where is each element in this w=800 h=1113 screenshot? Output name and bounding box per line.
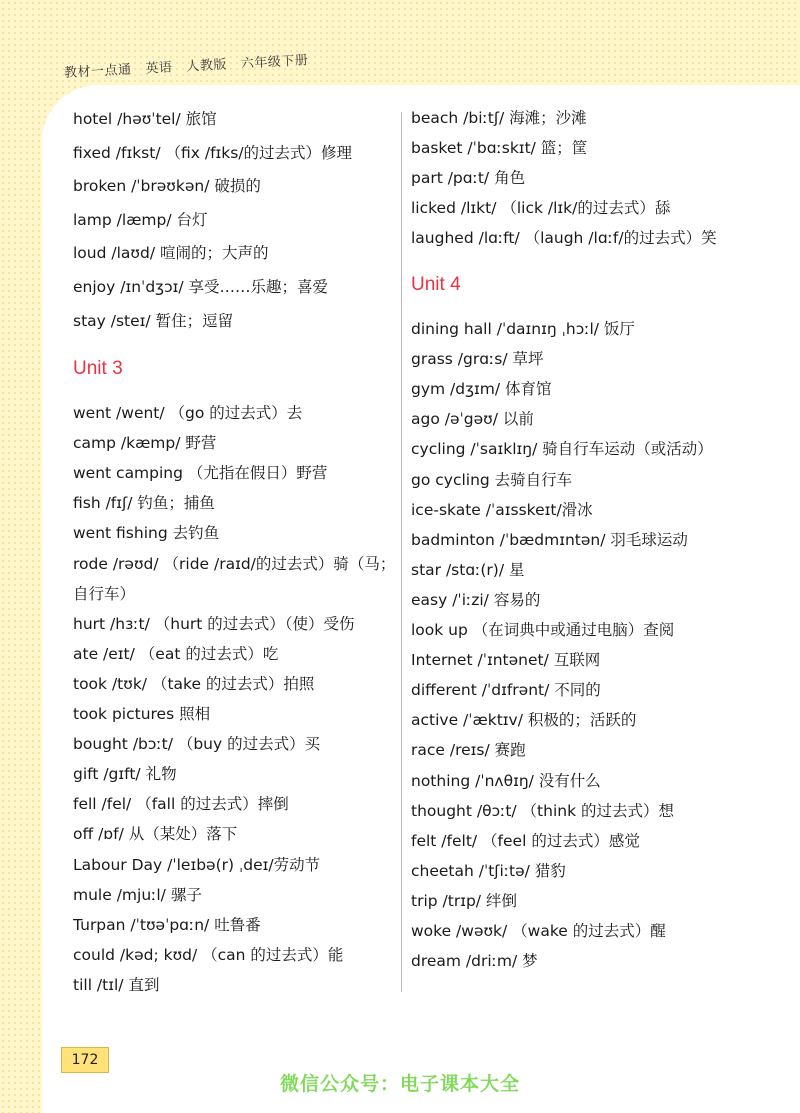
vocab-entry: off /ɒf/ 从（某处）落下 [73,825,238,844]
vocab-entry: fixed /fɪkst/ （fix /fɪks/的过去式）修理 [73,143,353,162]
header-subject: 英语 [145,60,173,77]
vocab-entry: ate /eɪt/ （eat 的过去式）吃 [73,644,279,663]
vocab-entry: went fishing 去钓鱼 [73,524,220,543]
page-number: 172 [61,1047,109,1073]
vocab-entry: race /reɪs/ 赛跑 [411,741,526,760]
vocab-entry: could /kəd; kʊd/ （can 的过去式）能 [73,945,344,964]
vocab-entry: broken /ˈbrəʊkən/ 破损的 [73,177,261,196]
unit-heading: Unit 4 [411,274,461,295]
vocab-entry: loud /laʊd/ 喧闹的；大声的 [73,244,269,263]
vocab-entry: basket /ˈbɑːskɪt/ 篮；筐 [411,139,588,158]
vocab-entry: camp /kæmp/ 野营 [73,434,217,453]
vocab-entry: enjoy /ɪnˈdʒɔɪ/ 享受……乐趣；喜爱 [73,278,329,296]
header-edition: 人教版 [186,57,228,75]
unit-heading: Unit 3 [73,358,123,379]
vocab-entry: beach /biːtʃ/ 海滩；沙滩 [411,109,587,127]
column-divider [401,112,402,992]
vocab-entry: till /tɪl/ 直到 [73,975,160,994]
vocab-entry: stay /steɪ/ 暂住；逗留 [73,311,234,330]
vocab-entry: felt /felt/ （feel 的过去式）感觉 [411,831,640,850]
vocab-entry: laughed /lɑːft/ （laugh /lɑːf/的过去式）笑 [411,229,717,248]
vocab-entry: dining hall /ˈdaɪnɪŋ ˌhɔːl/ 饭厅 [411,320,635,338]
vocab-entry: Turpan /ˈtʊəˈpɑːn/ 吐鲁番 [73,915,261,934]
vocab-entry: went camping （尤指在假日）野营 [73,464,328,483]
vocab-entry: bought /bɔːt/ （buy 的过去式）买 [73,735,321,754]
vocab-entry: took /tʊk/ （take 的过去式）拍照 [73,674,315,693]
vocab-entry: cheetah /ˈtʃiːtə/ 猎豹 [411,861,566,880]
vocab-entry: lamp /læmp/ 台灯 [73,210,208,229]
vocab-entry: dream /driːm/ 梦 [411,952,538,971]
vocab-entry: gift /gɪft/ 礼物 [73,765,177,784]
vocab-entry: took pictures 照相 [73,705,211,723]
vocab-entry: mule /mjuːl/ 骡子 [73,885,202,904]
vocab-entry: Labour Day /ˈleɪbə(r) ˌdeɪ/劳动节 [73,855,321,874]
vocab-entry: badminton /ˈbædmɪntən/ 羽毛球运动 [411,530,688,549]
vocab-entry: different /ˈdɪfrənt/ 不同的 [411,681,601,700]
vocab-entry: trip /trɪp/ 绊倒 [411,891,517,910]
vocab-entry: go cycling 去骑自行车 [411,470,573,489]
vocab-entry: active /ˈæktɪv/ 积极的；活跃的 [411,711,637,730]
vocab-entry: nothing /ˈnʌθɪŋ/ 没有什么 [411,771,601,790]
vocab-entry: gym /dʒɪm/ 体育馆 [411,380,552,399]
vocab-entry: fish /fɪʃ/ 钓鱼；捕鱼 [73,494,215,513]
vocab-entry: star /stɑː(r)/ 星 [411,560,525,579]
vocab-entry: grass /grɑːs/ 草坪 [411,350,544,369]
watermark: 微信公众号：电子课本大全 [279,1073,520,1095]
vocab-entry: went /went/ （go 的过去式）去 [73,404,303,422]
vocab-entry: ago /əˈgəʊ/ 以前 [411,410,534,429]
vocab-entry: Internet /ˈɪntənet/ 互联网 [411,651,601,670]
vocab-entry: rode /rəʊd/ （ride /raɪd/的过去式）骑（马； [73,554,396,573]
vocab-entry: easy /ˈiːzi/ 容易的 [411,590,541,609]
vocab-entry: woke /wəʊk/ （wake 的过去式）醒 [411,922,666,940]
vocab-entry: ice-skate /ˈaɪsskeɪt/滑冰 [411,500,593,519]
vocab-entry: look up （在词典中或通过电脑）查阅 [411,621,675,639]
vocab-entry: licked /lɪkt/ （lick /lɪk/的过去式）舔 [411,199,671,218]
vocab-entry: fell /fel/ （fall 的过去式）摔倒 [73,795,289,814]
vocab-entry: hotel /həʊˈtel/ 旅馆 [73,110,217,128]
vocab-entry: part /pɑːt/ 角色 [411,169,526,188]
vocab-entry: hurt /hɜːt/ （hurt 的过去式）（使）受伤 [73,614,355,633]
vocab-entry: cycling /ˈsaɪklɪŋ/ 骑自行车运动（或活动） [411,440,713,459]
vocab-entry: thought /θɔːt/ （think 的过去式）想 [411,801,674,820]
vocab-entry: 自行车） [73,584,136,603]
header-book-series: 教材一点通 [63,62,132,81]
header-grade: 六年级下册 [240,53,309,72]
